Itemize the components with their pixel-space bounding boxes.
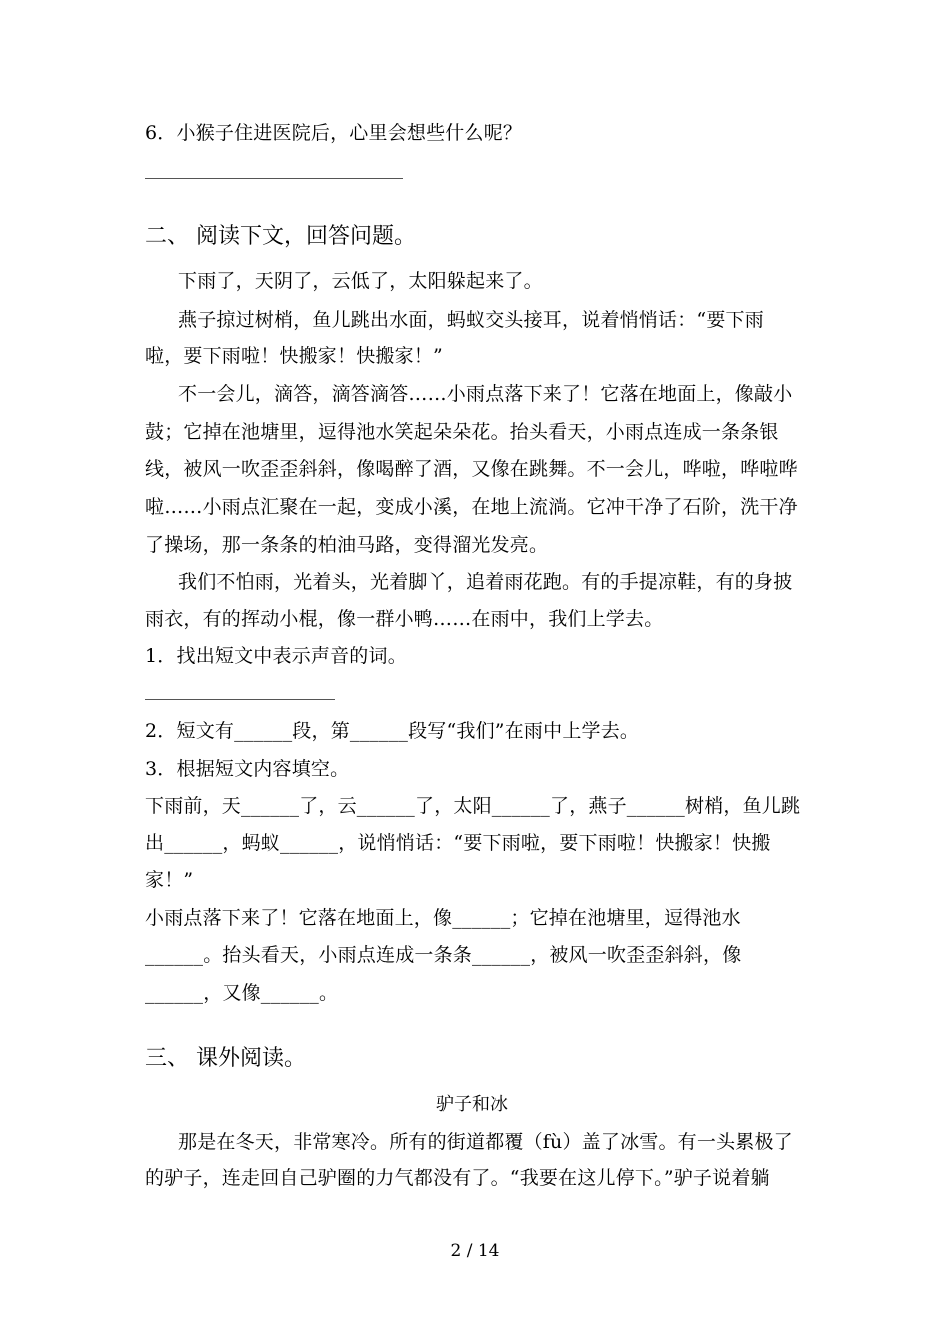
fill-blank-line-4: 小雨点落下来了！它落在地面上，像______；它掉在池塘里，逗得池水	[145, 907, 741, 929]
fill-blank-line-3: 家！”	[145, 869, 194, 891]
fill-blank-line-5: ______。抬头看天，小雨点连成一条条______，被风一吹歪歪斜斜，像	[145, 944, 742, 966]
passage-paragraph-3-line-4: 啦……小雨点汇聚在一起，变成小溪，在地上流淌。它冲干净了石阶，洗干净	[145, 496, 798, 518]
question-6: 6．小猴子住进医院后，心里会想些什么呢？	[145, 122, 523, 144]
passage-paragraph-3-line-2: 鼓；它掉在池塘里，逗得池水笑起朵朵花。抬头看天，小雨点连成一条条银	[145, 421, 779, 443]
passage-paragraph-2-line-2: 啦，要下雨啦！快搬家！快搬家！”	[145, 345, 443, 367]
passage-paragraph-4-line-1: 我们不怕雨，光着头，光着脚丫，追着雨花跑。有的手提凉鞋，有的身披	[178, 571, 793, 593]
answer-line-q1	[145, 699, 335, 700]
story-title: 驴子和冰	[436, 1094, 508, 1115]
question-2: 2．短文有______段，第______段写“我们”在雨中上学去。	[145, 720, 640, 742]
page-number: 2 / 14	[450, 1241, 500, 1261]
section-2-heading: 二、 阅读下文，回答问题。	[145, 224, 416, 249]
passage-paragraph-2-line-1: 燕子掠过树梢，鱼儿跳出水面，蚂蚁交头接耳，说着悄悄话：“要下雨	[178, 309, 764, 331]
section-3-heading: 三、 课外阅读。	[145, 1046, 306, 1071]
passage-paragraph-1: 下雨了，天阴了，云低了，太阳躲起来了。	[178, 270, 543, 292]
fill-blank-line-2: 出______，蚂蚁______，说悄悄话：“要下雨啦，要下雨啦！快搬家！快搬	[145, 832, 771, 854]
story-paragraph-1-line-1: 那是在冬天，非常寒冷。所有的街道都覆（fù）盖了冰雪。有一头累极了	[178, 1131, 793, 1153]
passage-paragraph-3-line-5: 了操场，那一条条的柏油马路，变得溜光发亮。	[145, 534, 549, 556]
passage-paragraph-4-line-2: 雨衣，有的挥动小棍，像一群小鸭……在雨中，我们上学去。	[145, 608, 664, 630]
passage-paragraph-3-line-3: 线，被风一吹歪歪斜斜，像喝醉了酒，又像在跳舞。不一会儿，哗啦，哗啦哗	[145, 458, 798, 480]
fill-blank-line-1: 下雨前，天______了，云______了，太阳______了，燕子______树梢，鱼儿跳	[145, 795, 801, 817]
answer-line-q6	[145, 178, 403, 179]
passage-paragraph-3-line-1: 不一会儿，滴答，滴答滴答……小雨点落下来了！它落在地面上，像敲小	[178, 383, 793, 405]
question-3: 3．根据短文内容填空。	[145, 758, 350, 780]
question-1: 1．找出短文中表示声音的词。	[145, 645, 407, 667]
fill-blank-line-6: ______，又像______。	[145, 982, 339, 1004]
story-paragraph-1-line-2: 的驴子，连走回自己驴圈的力气都没有了。“我要在这儿停下。”驴子说着躺	[145, 1167, 770, 1189]
